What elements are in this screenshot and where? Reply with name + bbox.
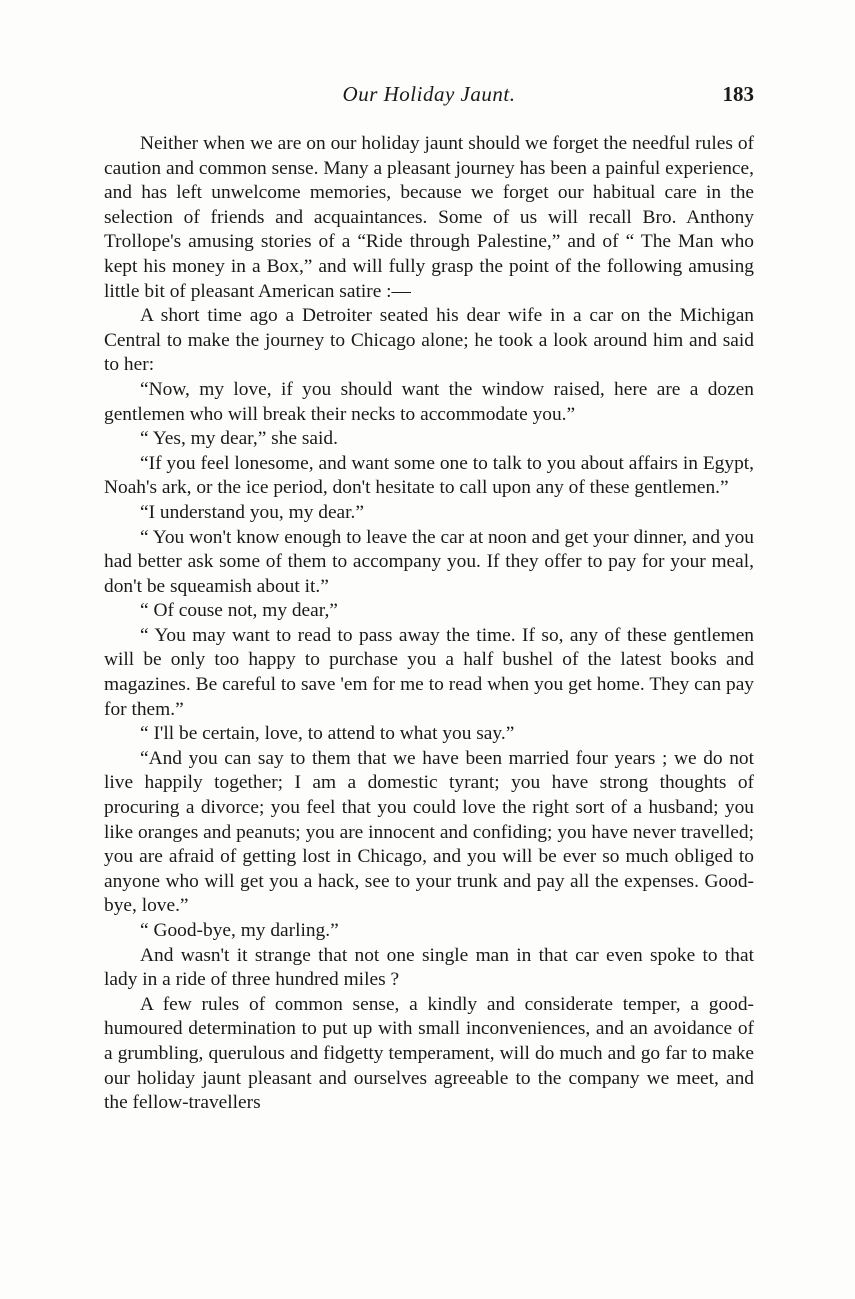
paragraph-dialogue: “I understand you, my dear.” — [140, 501, 364, 523]
paragraph-rules: A few rules of common sense, a kindly and considerate temper, a good-humoured determination to put up with small inconveniences, and an avoidance of a grumbling, querulous and fidgetty temperament, will do much and go far to make our holiday jaunt pleasant and ourselves agreeable to the company we meet, and the fellow-travellers — [104, 993, 754, 1114]
paragraph-detroiter: A short time ago a Detroiter seated his dear wife in a car on the Michigan Central to make the journey to Chicago alone; he took a look around him and said to her: — [104, 305, 754, 376]
paragraph-dialogue: “Now, my love, if you should want the window raised, here are a dozen gentlemen who will break their necks to accommodate you.” — [104, 378, 754, 425]
paragraph-conclusion: And wasn't it strange that not one single man in that car even spoke to that lady in a ride of three hundred miles ? — [104, 944, 754, 991]
body-text — [104, 132, 754, 1116]
paragraph-dialogue: “ Yes, my dear,” she said. — [140, 428, 338, 450]
paragraph-dialogue: “If you feel lonesome, and want some one to talk to you about affairs in Egypt, Noah's ark, or the ice period, don't hesitate to call upon any of these gentlemen.” — [104, 452, 754, 499]
paragraph-dialogue: “ I'll be certain, love, to attend to what you say.” — [140, 723, 515, 745]
page-number: 183 — [722, 82, 754, 106]
paragraph-dialogue: “And you can say to them that we have been married four years ; we do not live happily together; I am a domestic tyrant; you have strong thoughts of procuring a divorce; you feel that you could love the right sort of a husband; you like oranges and peanuts; you are innocent and confiding; you have never travelled; you are afraid of getting lost in Chicago, and you will be ever so much obliged to anyone who will get you a hack, see to your trunk and pay all the expenses. Good-bye, love.” — [104, 747, 754, 917]
paragraph-dialogue: “ You won't know enough to leave the car at noon and get your dinner, and you had better ask some of them to accompany you. If they offer to pay for your meal, don't be squeamish about it.” — [104, 526, 754, 597]
paragraph-dialogue: “ Good-bye, my darling.” — [140, 920, 339, 941]
paragraph-intro: Neither when we are on our holiday jaunt should we forget the needful rules of caution and common sense. Many a pleasant journey has been a painful experience, and has left unwelcome memories, because we forget our habitual care in the selection of friends and acquaintances. Some of us will recall Bro. Anthony Trollope's amusing stories of a “Ride through Palestine,” and of “ The Man who kept his money in a Box,” and will fully grasp the point of the following amusing little bit of pleasant American satire :— — [104, 133, 754, 302]
paragraph-dialogue: “ You may want to read to pass away the time. If so, any of these gentlemen will be only too happy to purchase you a half bushel of the latest books and magazines. Be careful to save 'em for me to read when you get home. They can pay for them.” — [104, 624, 754, 720]
running-title: Our Holiday Jaunt. — [342, 82, 516, 106]
paragraph-dialogue: “ Of couse not, my dear,” — [140, 600, 338, 622]
page-header — [104, 82, 754, 114]
